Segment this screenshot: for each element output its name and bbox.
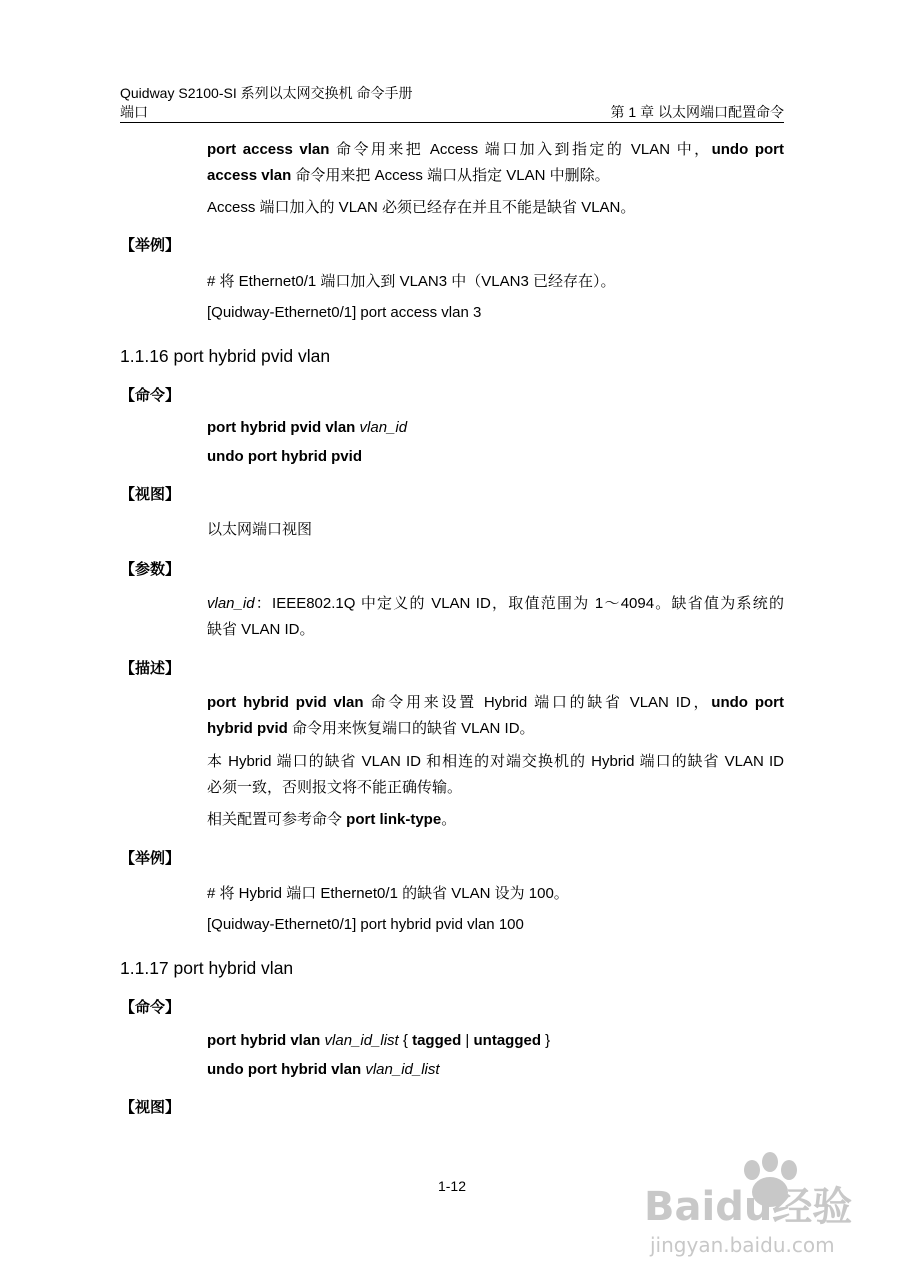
- example-comment: # 将 Ethernet0/1 端口加入到 VLAN3 中（VLAN3 已经存在）。: [207, 273, 616, 290]
- view-text: 以太网端口视图: [207, 521, 313, 538]
- header-chapter: 第 1 章 以太网端口配置命令: [610, 104, 784, 120]
- cmd-port-access-vlan: port access vlan: [207, 141, 330, 158]
- desc-line-1: port access vlan 命令用来把 Access 端口加入到指定的 VLAN 中，undo port: [207, 141, 784, 158]
- header-rule: [120, 122, 784, 123]
- section-heading-1-1-16: 1.1.16 port hybrid pvid vlan: [120, 346, 331, 366]
- ref-port-link-type: port link-type: [346, 811, 442, 828]
- description-line-4: 必须一致，否则报文将不能正确传输。: [207, 779, 463, 796]
- command-syntax-1: port hybrid pvid vlan vlan_id: [207, 419, 408, 436]
- example-command: [Quidway-Ethernet0/1] port access vlan 3: [207, 304, 482, 321]
- access-note: Access 端口加入的 VLAN 必须已经存在并且不能是缺省 VLAN。: [207, 199, 636, 216]
- example-comment-2: # 将 Hybrid 端口 Ethernet0/1 的缺省 VLAN 设为 100。: [207, 885, 569, 902]
- watermark-url: jingyan.baidu.com: [650, 1233, 835, 1257]
- desc-line-2: access vlan 命令用来把 Access 端口从指定 VLAN 中删除。: [207, 167, 610, 184]
- command-syntax-2: undo port hybrid pvid: [207, 448, 362, 465]
- command-label: 【命令】: [120, 387, 181, 404]
- section-heading-1-1-17: 1.1.17 port hybrid vlan: [120, 958, 294, 978]
- command-syntax-3: port hybrid vlan vlan_id_list { tagged | untagged }: [207, 1032, 551, 1049]
- view-label-3: 【视图】: [120, 1099, 181, 1116]
- description-line-3: 本 Hybrid 端口的缺省 VLAN ID 和相连的对端交换机的 Hybrid 端口的缺省 VLAN ID: [207, 753, 784, 770]
- description-label: 【描述】: [120, 660, 181, 677]
- command-label-3: 【命令】: [120, 999, 181, 1016]
- param-line-2: 缺省 VLAN ID。: [207, 621, 315, 638]
- description-line-1: port hybrid pvid vlan 命令用来设置 Hybrid 端口的缺省 VLAN ID，undo port: [207, 694, 784, 711]
- baidu-watermark: [644, 1150, 856, 1260]
- watermark-brand: Baidu经验: [644, 1184, 853, 1230]
- params-label: 【参数】: [120, 561, 181, 578]
- page-number: 1-12: [437, 1178, 467, 1194]
- view-label: 【视图】: [120, 486, 181, 503]
- description-line-2: hybrid pvid 命令用来恢复端口的缺省 VLAN ID。: [207, 720, 535, 737]
- header-title: Quidway S2100-SI 系列以太网交换机 命令手册: [120, 85, 413, 101]
- description-line-5: 相关配置可参考命令 port link-type。: [207, 811, 457, 828]
- example-command-2: [Quidway-Ethernet0/1] port hybrid pvid vlan 100: [207, 916, 524, 933]
- example-label: 【举例】: [120, 237, 181, 254]
- example-label-2: 【举例】: [120, 850, 181, 867]
- param-line-1: vlan_id：IEEE802.1Q 中定义的 VLAN ID，取值范围为 1～4094。缺省值为系统的: [207, 595, 784, 612]
- command-syntax-4: undo port hybrid vlan vlan_id_list: [207, 1061, 440, 1078]
- header-section: 端口: [120, 104, 148, 120]
